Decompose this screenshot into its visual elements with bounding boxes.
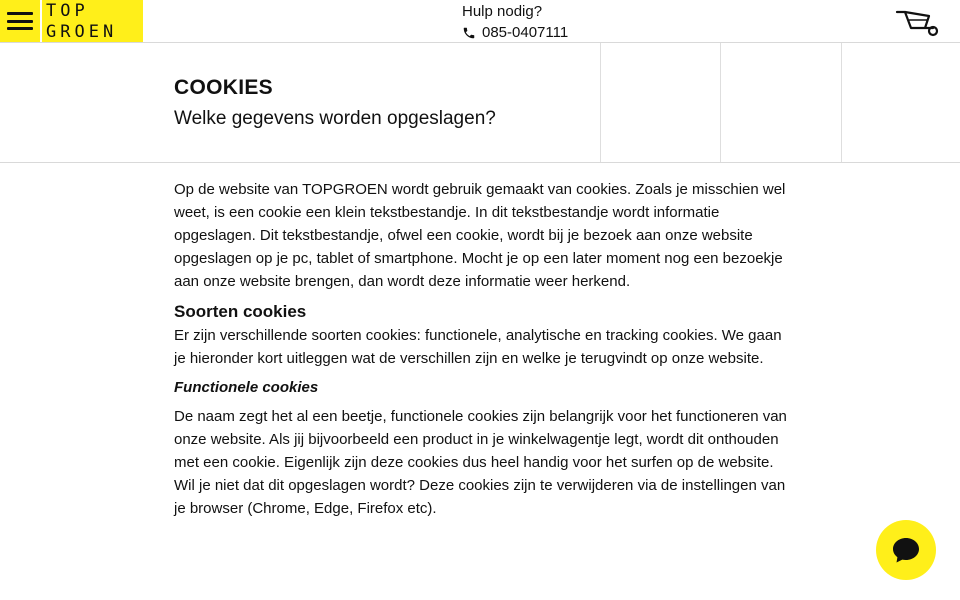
phone-link[interactable]	[462, 23, 602, 43]
page-title: COOKIES	[174, 76, 273, 99]
hero-divider	[720, 43, 721, 162]
logo-line-groen: GROEN	[46, 22, 118, 42]
site-header	[0, 0, 960, 43]
help-block	[462, 2, 602, 43]
menu-icon	[7, 12, 33, 30]
subheading-functionele: Functionele cookies	[174, 379, 319, 396]
chat-bubble-icon	[890, 534, 922, 566]
menu-button[interactable]	[0, 0, 40, 42]
hero-divider	[841, 43, 842, 162]
page-hero	[0, 43, 960, 163]
chat-button[interactable]	[876, 520, 936, 580]
section-heading-soorten: Soorten cookies	[174, 302, 307, 321]
phone-icon	[462, 26, 476, 40]
phone-number: 085-0407111	[482, 24, 569, 41]
hero-divider	[600, 43, 601, 162]
topgroen-logo[interactable]	[42, 0, 143, 42]
section-paragraph-functionele: De naam zegt het al een beetje, functionele cookies zijn belangrijk voor het functioneren van onze website. Als jij bijvoorbeeld een product in je winkelwagentje legt, wordt dit onthouden met een cookie. Eigenlijk zijn deze cookies dus heel handig voor het surfen op de website. Wil je niet dat dit opgeslagen wordt? Deze cookies zijn te verwijderen via de instellingen van je browser (Chrome, Edge, Firefox etc).	[174, 408, 787, 517]
page-subtitle: Welke gegevens worden opgeslagen?	[174, 108, 496, 129]
section-paragraph-soorten: Er zijn verschillende soorten cookies: functionele, analytische en tracking cookies. We gaan je hieronder kort uitleggen wat de verschillen zijn en welke je terugvindt op onze website.	[174, 327, 782, 367]
help-title: Hulp nodig?	[462, 3, 543, 20]
logo-line-top: TOP	[46, 1, 89, 21]
cookie-content	[174, 178, 790, 520]
intro-paragraph: Op de website van TOPGROEN wordt gebruik gemaakt van cookies. Zoals je misschien wel weet, is een cookie een klein tekstbestandje. In dit tekstbestandje wordt informatie opgeslagen. Dit tekstbestandje, ofwel een cookie, wordt bij je bezoek aan onze website opgeslagen op je pc, tablet of smartphone. Mocht je op een later moment nog een bezoekje aan onze website brengen, dan wordt deze informatie weer herkend.	[174, 181, 786, 290]
wheelbarrow-icon[interactable]	[895, 6, 941, 38]
